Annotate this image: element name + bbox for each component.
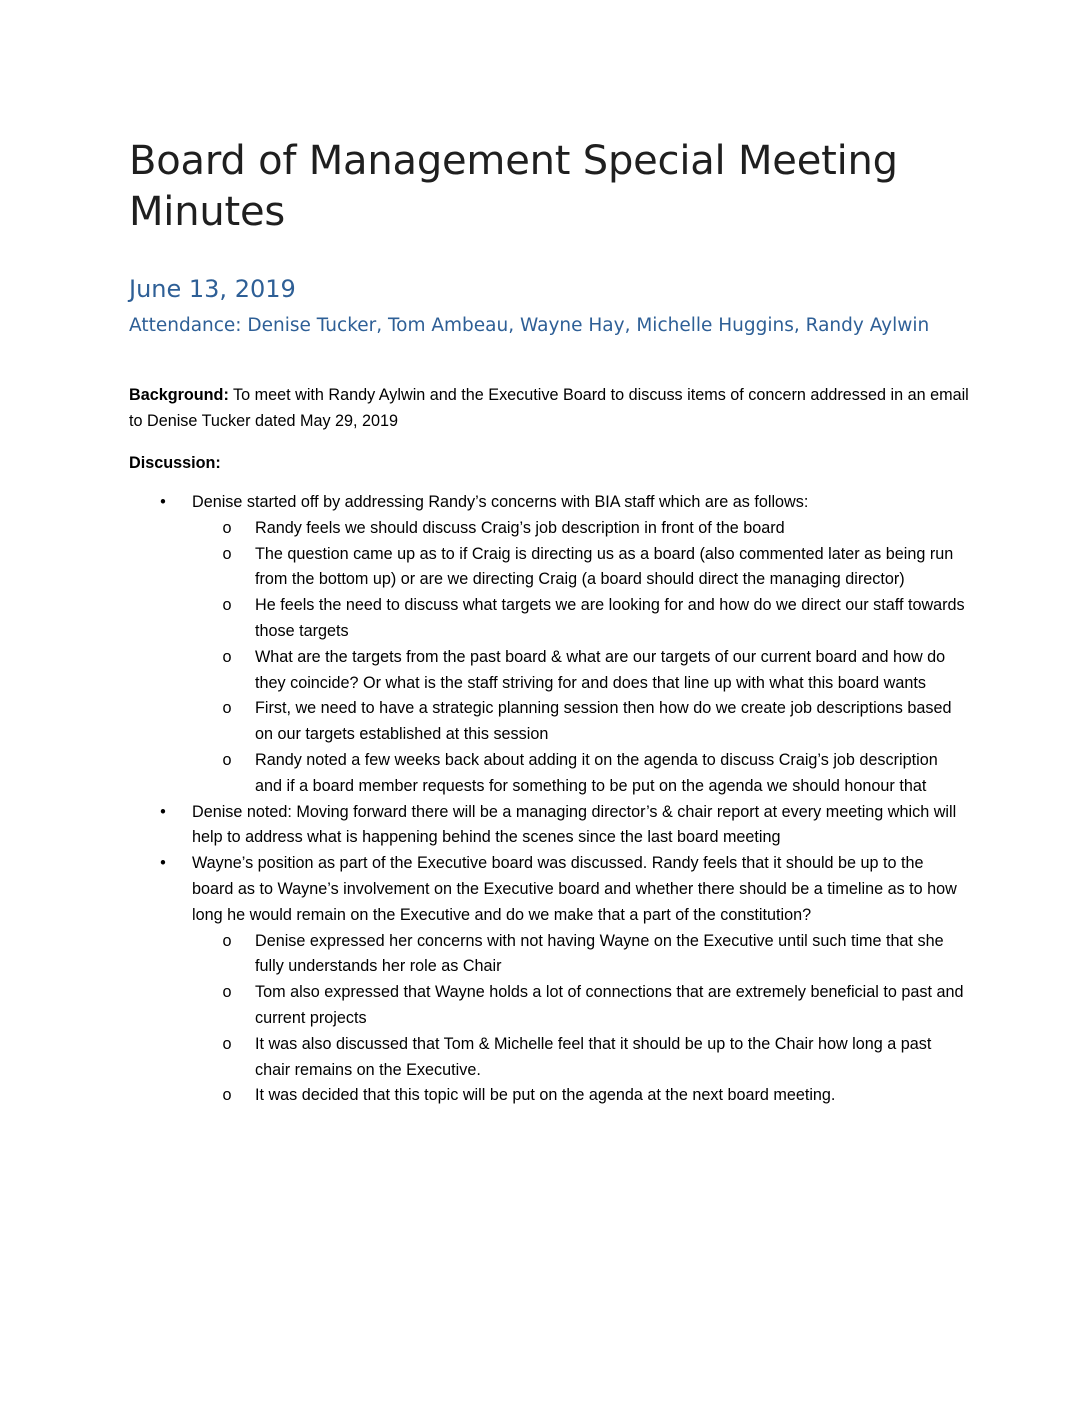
discussion-subitem-text: Tom also expressed that Wayne holds a lot of connections that are extremely beneficial to past and current projects: [255, 983, 964, 1027]
discussion-subitem: [192, 645, 969, 697]
discussion-subitem: [192, 1083, 969, 1109]
discussion-subitem: [192, 1032, 969, 1084]
discussion-item: [129, 490, 969, 800]
discussion-label: Discussion:: [129, 454, 221, 472]
circle-bullet-icon: o: [222, 1086, 232, 1105]
discussion-item-text: Denise noted: Moving forward there will be a managing director’s & chair report at every meeting which will help to address what is happening behind the scenes since the last board meeting: [192, 802, 957, 847]
discussion-heading: [129, 450, 969, 476]
discussion-item-text: Denise started off by addressing Randy’s concerns with BIA staff which are as follows:: [192, 493, 809, 511]
circle-bullet-icon: o: [222, 518, 232, 537]
discussion-item: [129, 851, 969, 1109]
discussion-subitem: [192, 696, 969, 748]
background-text: To meet with Randy Aylwin and the Executive Board to discuss items of concern addressed in an email to Denise Tucker dated May 29, 2019: [129, 386, 969, 430]
bullet-icon: •: [160, 854, 166, 873]
background-label: Background:: [129, 386, 229, 404]
discussion-item-text: Wayne’s position as part of the Executive board was discussed. Randy feels that it should be up to the board as to Wayne’s involvement on the Executive board and whether there should be a timeline as to how long he would remain on the Executive and do we make that a part of the constitution?: [192, 854, 957, 924]
discussion-subitem-text: It was decided that this topic will be put on the agenda at the next board meeting.: [255, 1086, 836, 1105]
circle-bullet-icon: o: [222, 750, 232, 769]
discussion-subitem: [192, 929, 969, 981]
discussion-subitem-text: What are the targets from the past board & what are our targets of our current board and how do they coincide? Or what is the staff striving for and does that line up with what this board wants: [255, 647, 946, 692]
circle-bullet-icon: o: [222, 699, 232, 718]
discussion-sublist: [192, 516, 969, 800]
discussion-subitem-text: It was also discussed that Tom & Michelle feel that it should be up to the Chair how long a past chair remains on the Executive.: [255, 1034, 932, 1079]
circle-bullet-icon: o: [222, 931, 232, 950]
discussion-subitem-text: Randy noted a few weeks back about adding it on the agenda to discuss Craig’s job description and if a board member requests for something to be put on the agenda we should honour that: [255, 750, 938, 795]
discussion-subitem-text: The question came up as to if Craig is directing us as a board (also commented later as being run from the bottom up) or are we directing Craig (a board should direct the managing director): [255, 544, 954, 589]
circle-bullet-icon: o: [222, 983, 232, 1002]
discussion-subitem-text: Denise expressed her concerns with not having Wayne on the Executive until such time that she fully understands her role as Chair: [255, 931, 944, 976]
circle-bullet-icon: o: [222, 647, 232, 666]
circle-bullet-icon: o: [222, 596, 232, 615]
discussion-list: [129, 490, 969, 1109]
discussion-subitem-text: He feels the need to discuss what targets we are looking for and how do we direct our staff towards those targets: [255, 596, 965, 640]
attendance-line: Attendance: Denise Tucker, Tom Ambeau, Wayne Hay, Michelle Huggins, Randy Aylwin: [129, 315, 930, 336]
circle-bullet-icon: o: [222, 1034, 232, 1053]
discussion-sublist: [192, 929, 969, 1110]
background-paragraph: [129, 382, 969, 434]
bullet-icon: •: [160, 493, 166, 511]
discussion-subitem-text: First, we need to have a strategic planning session then how do we create job descriptions based on our targets established at this session: [255, 699, 952, 744]
circle-bullet-icon: o: [222, 544, 232, 563]
discussion-subitem: [192, 593, 969, 645]
meeting-date: June 13, 2019: [129, 275, 296, 303]
discussion-item: [129, 800, 969, 852]
discussion-subitem: [192, 748, 969, 800]
discussion-subitem-text: Randy feels we should discuss Craig’s job description in front of the board: [255, 518, 785, 537]
page-title: Board of Management Special Meeting Minutes: [129, 138, 898, 235]
bullet-icon: •: [160, 802, 166, 821]
discussion-subitem: [192, 516, 969, 542]
discussion-subitem: [192, 542, 969, 594]
discussion-subitem: [192, 980, 969, 1032]
